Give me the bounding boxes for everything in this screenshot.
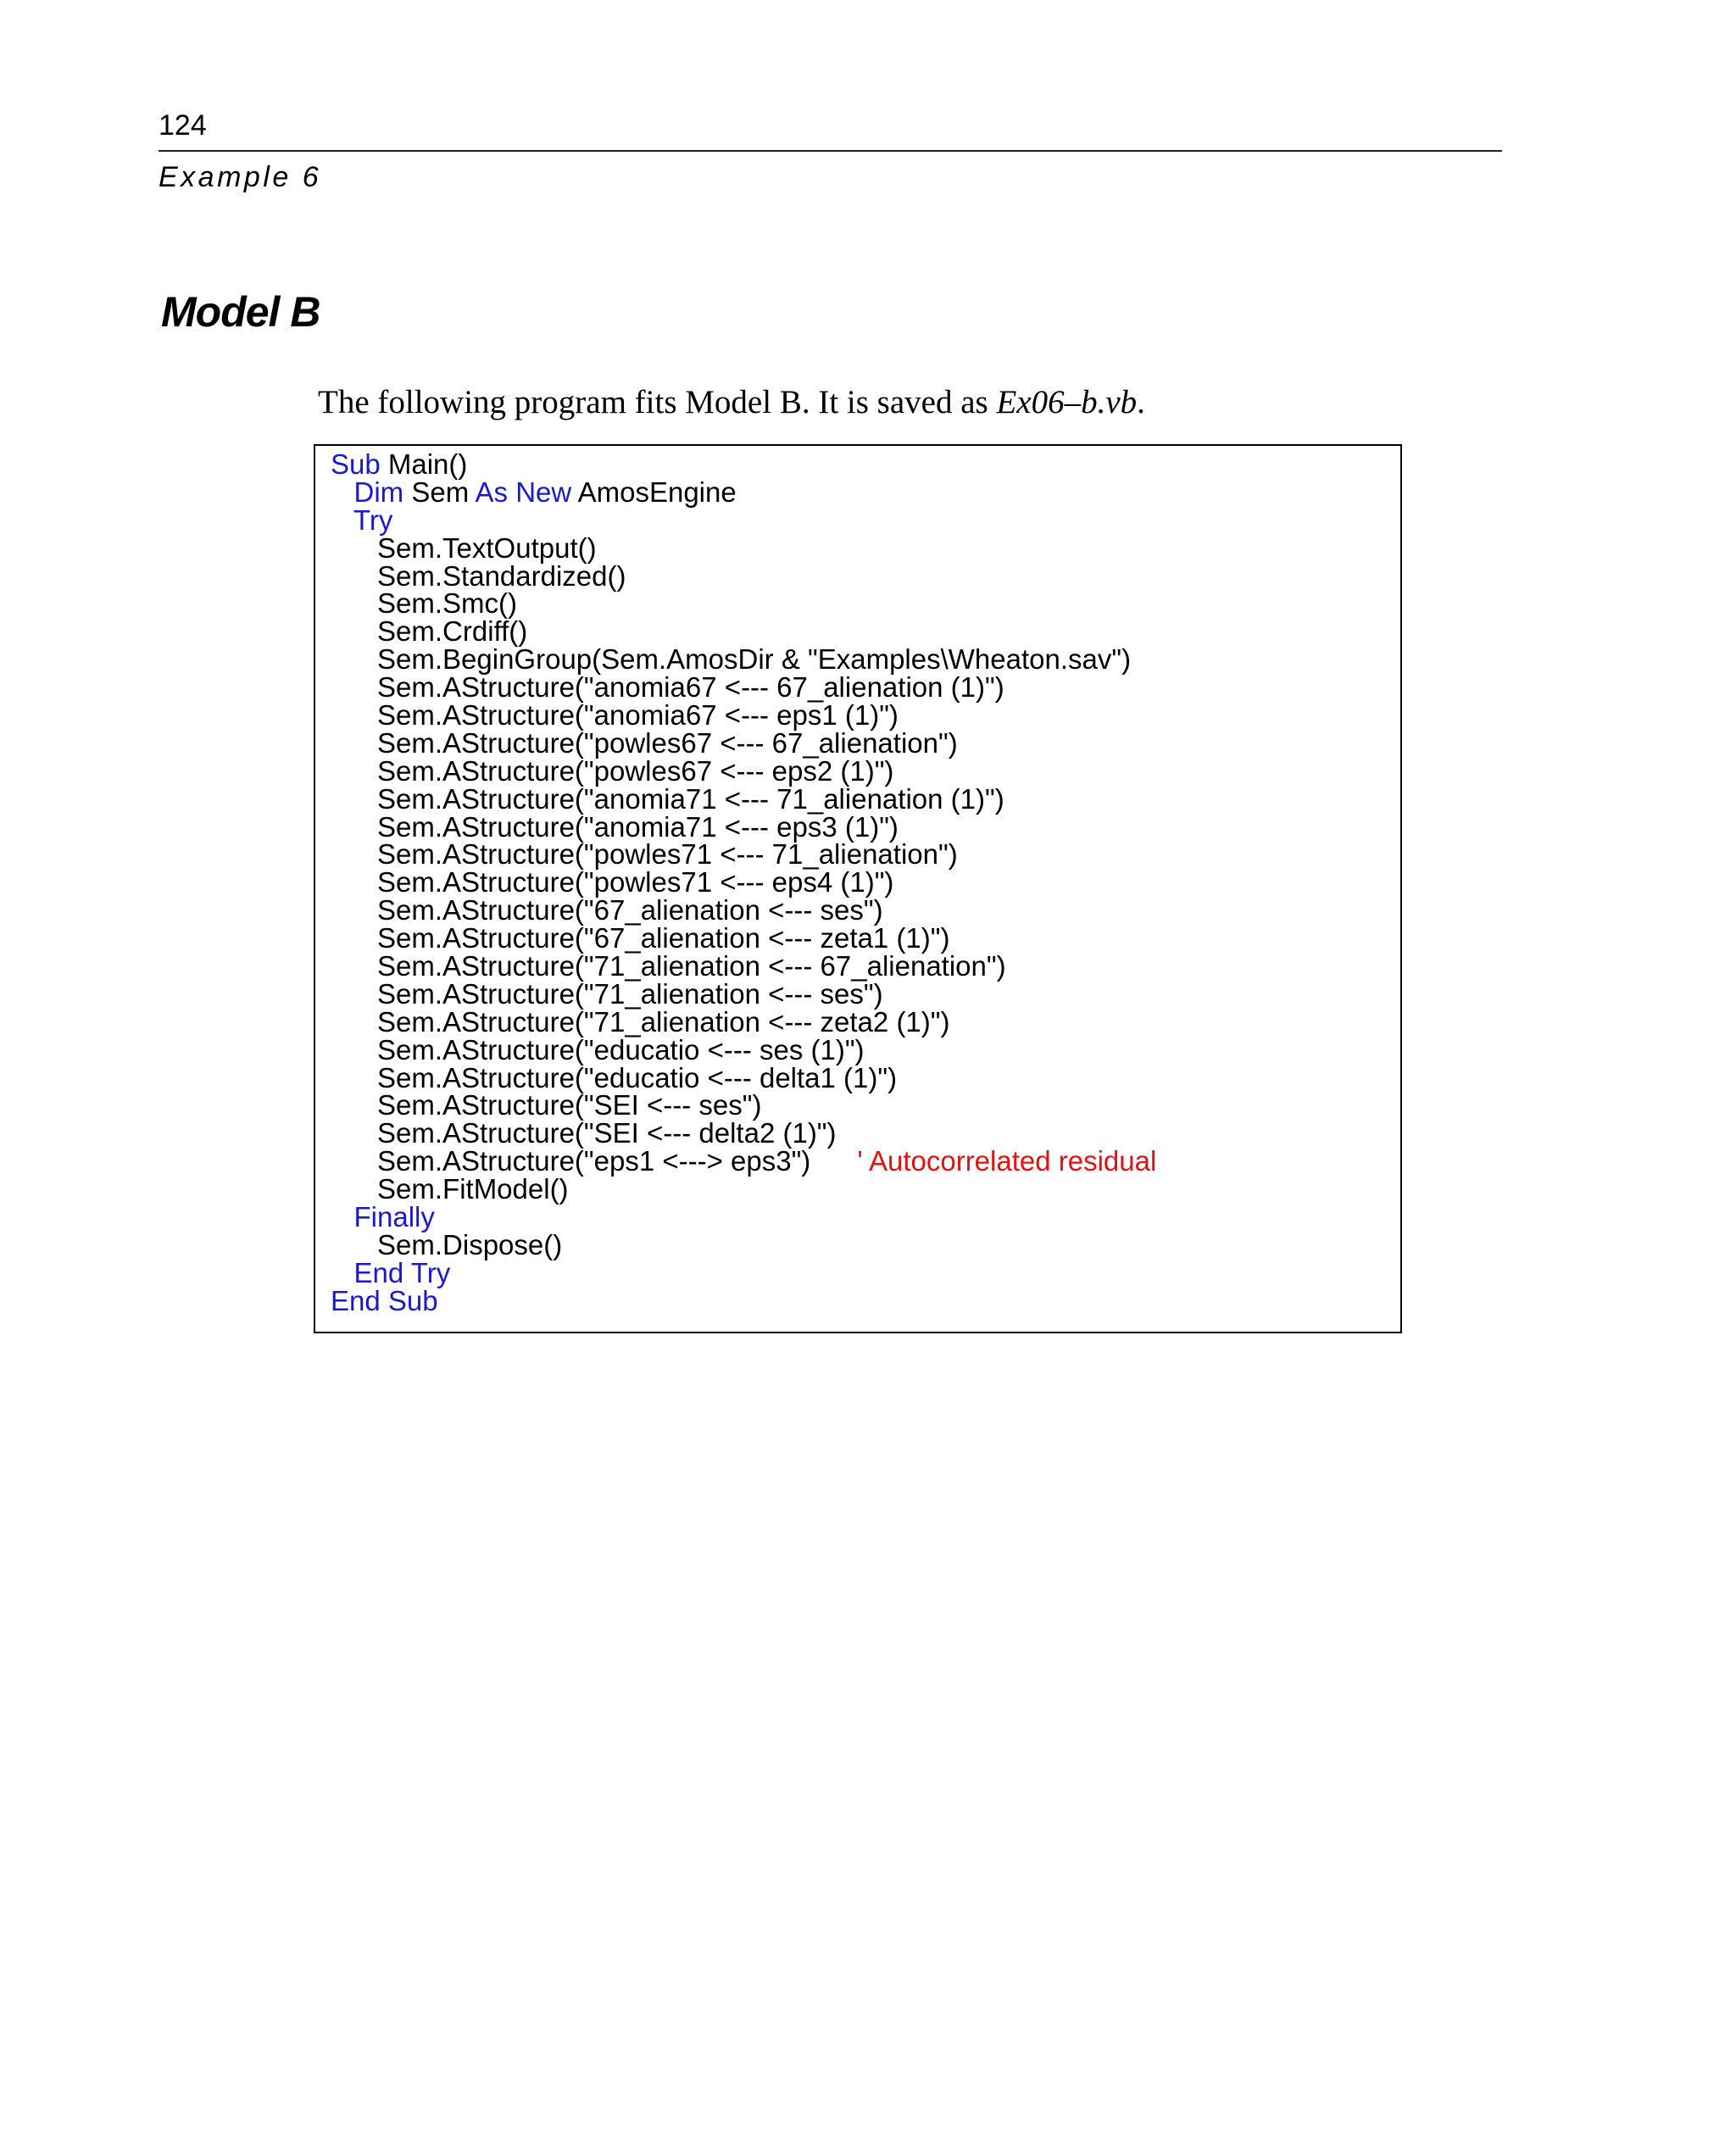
code-keyword: End Try [353,1256,451,1288]
code-keyword: Sub [331,448,381,480]
code-text: Sem.AStructure("anomia67 <--- eps1 (1)") [331,699,899,732]
code-line [331,615,1156,648]
code-line [331,671,1156,704]
code-line [331,504,1156,536]
running-head: Example 6 [159,161,322,193]
code-line [331,559,1156,592]
code-line [331,894,1156,926]
code-line [331,1284,1156,1316]
code-text [331,1257,354,1288]
code-keyword: End Sub [331,1284,438,1316]
code-text: Sem.AStructure("educatio <--- delta1 (1)") [331,1061,898,1093]
code-text: Sem.AStructure("67_alienation <--- ses") [331,894,883,926]
code-keyword: As New [475,476,572,508]
code-keyword: Finally [353,1201,435,1233]
code-line [331,1061,1156,1093]
code-keyword: Try [353,504,393,536]
header-rule [159,150,1502,152]
code-keyword: Dim [353,476,404,508]
code-text: Sem.AStructure("67_alienation <--- zeta1 (1)") [331,922,950,954]
code-text: Sem.AStructure("71_alienation <--- ses") [331,977,883,1010]
code-line [331,866,1156,899]
intro-text-before: The following program fits Model B. It is saved as [318,384,997,420]
code-line [331,754,1156,787]
intro-paragraph [318,380,1145,426]
code-line [331,977,1156,1010]
code-line [331,1005,1156,1038]
code-line [331,1117,1156,1149]
code-line [331,1228,1156,1260]
code-text: Sem.BeginGroup(Sem.AmosDir & "Examples\Wheaton.sav") [331,643,1132,676]
code-text: Sem.FitModel() [331,1173,569,1205]
code-text: Main() [380,448,468,480]
code-line [331,448,1156,480]
code-text: Sem.AStructure("educatio <--- ses (1)") [331,1033,865,1066]
code-text [331,476,354,508]
code-line [331,922,1156,954]
code-text: Sem.Smc() [331,587,518,620]
code-text: Sem.Crdiff() [331,615,528,648]
code-text: Sem.TextOutput() [331,531,597,564]
code-line [331,1033,1156,1066]
code-line [331,587,1156,620]
code-text: Sem.AStructure("powles71 <--- eps4 (1)") [331,866,894,899]
page-number: 124 [159,109,207,142]
code-text: Sem.AStructure("SEI <--- ses") [331,1089,762,1121]
code-line [331,950,1156,982]
code-text: Sem.AStructure("71_alienation <--- zeta2 (1)") [331,1005,950,1038]
code-text: Sem.AStructure("anomia71 <--- eps3 (1)") [331,810,899,843]
code-text: Sem.AStructure("SEI <--- delta2 (1)") [331,1117,837,1149]
code-text [331,1201,354,1232]
code-text: Sem [403,476,476,508]
code-line [331,726,1156,759]
code-line [331,1256,1156,1288]
code-line [331,1201,1156,1233]
code-text: Sem.AStructure("anomia67 <--- 67_alienation (1)") [331,671,1004,704]
code-text: Sem.AStructure("71_alienation <--- 67_alienation") [331,950,1006,982]
code-line [331,643,1156,676]
code-listing [331,448,1157,1316]
code-text: Sem.AStructure("eps1 <---> eps3") [331,1145,858,1177]
code-line [331,1089,1156,1121]
code-line [331,838,1156,871]
code-text: Sem.AStructure("anomia71 <--- 71_alienation (1)") [331,782,1004,815]
code-line [331,531,1156,564]
intro-filename: Ex06–b.vb [996,384,1138,420]
code-line [331,476,1156,508]
code-text: Sem.Dispose() [331,1228,563,1260]
code-text: AmosEngine [571,476,737,508]
code-line [331,810,1156,843]
code-line [331,1145,1157,1177]
code-line [331,782,1156,815]
intro-text-after: . [1137,384,1145,420]
section-title: Model B [161,288,320,336]
code-text [331,504,353,536]
code-line [331,699,1156,732]
code-line [331,1173,1156,1205]
code-text: Sem.AStructure("powles67 <--- 67_alienation") [331,726,958,759]
code-text: Sem.AStructure("powles67 <--- eps2 (1)") [331,754,894,787]
code-comment: ' Autocorrelated residual [857,1145,1157,1177]
code-text: Sem.AStructure("powles71 <--- 71_alienation") [331,838,958,871]
code-text: Sem.Standardized() [331,559,626,592]
